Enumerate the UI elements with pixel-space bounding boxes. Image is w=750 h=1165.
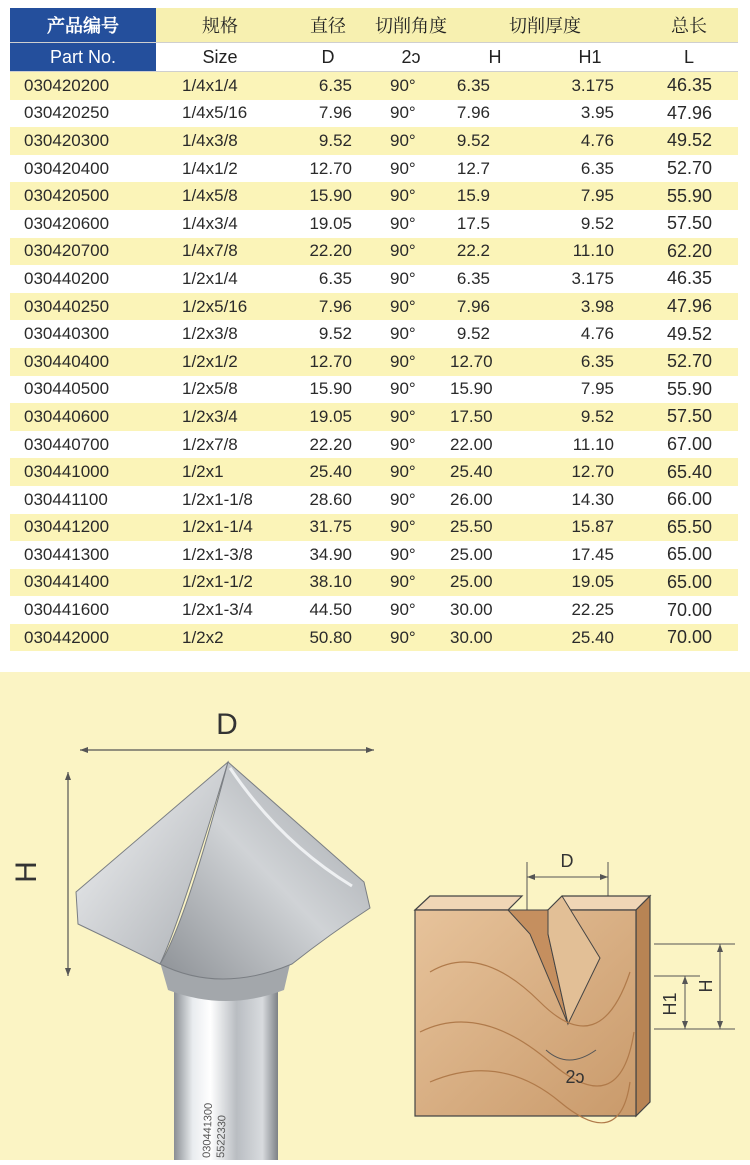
cell-length: 49.52 bbox=[640, 320, 738, 348]
table-row bbox=[10, 403, 738, 431]
cell-diameter: 9.52 bbox=[284, 320, 372, 348]
router-bit-illustration bbox=[10, 708, 374, 1160]
cell-part-no: 030420250 bbox=[10, 100, 156, 128]
cell-h: 9.52 bbox=[450, 320, 540, 348]
cell-length: 62.20 bbox=[640, 238, 738, 266]
cell-h1: 6.35 bbox=[540, 348, 640, 376]
cell-length: 52.70 bbox=[640, 348, 738, 376]
cell-diameter: 28.60 bbox=[284, 486, 372, 514]
cell-diameter: 15.90 bbox=[284, 182, 372, 210]
cell-size: 1/4x7/8 bbox=[156, 238, 284, 266]
groove-h1-arrow-top bbox=[682, 976, 688, 984]
v-groove-diagram bbox=[415, 851, 735, 1123]
cell-part-no: 030420700 bbox=[10, 238, 156, 266]
cell-diameter: 44.50 bbox=[284, 596, 372, 624]
cell-angle: 90° bbox=[372, 403, 450, 431]
cell-angle: 90° bbox=[372, 210, 450, 238]
table-row bbox=[10, 155, 738, 183]
cell-diameter: 12.70 bbox=[284, 155, 372, 183]
header-row-chinese bbox=[10, 8, 738, 43]
cell-angle: 90° bbox=[372, 320, 450, 348]
header-thickness-cn: 切削厚度 bbox=[450, 8, 640, 43]
cell-h1: 4.76 bbox=[540, 320, 640, 348]
cell-size: 1/2x1-3/4 bbox=[156, 596, 284, 624]
groove-h-label: H bbox=[696, 979, 716, 993]
cell-length: 46.35 bbox=[640, 265, 738, 293]
cell-size: 1/2x1-1/2 bbox=[156, 569, 284, 597]
bit-h-label: H bbox=[10, 861, 43, 883]
cell-diameter: 31.75 bbox=[284, 514, 372, 542]
cell-h: 7.96 bbox=[450, 100, 540, 128]
header-size-en: Size bbox=[156, 43, 284, 72]
cell-part-no: 030441000 bbox=[10, 458, 156, 486]
cell-size: 1/2x1 bbox=[156, 458, 284, 486]
cell-part-no: 030440500 bbox=[10, 376, 156, 404]
header-h1-en: H1 bbox=[540, 43, 640, 72]
cell-part-no: 030441300 bbox=[10, 541, 156, 569]
cell-angle: 90° bbox=[372, 624, 450, 652]
cell-size: 1/4x5/8 bbox=[156, 182, 284, 210]
cell-h: 30.00 bbox=[450, 596, 540, 624]
cell-diameter: 22.20 bbox=[284, 431, 372, 459]
cell-diameter: 34.90 bbox=[284, 541, 372, 569]
cell-size: 1/2x1-1/4 bbox=[156, 514, 284, 542]
cell-part-no: 030420300 bbox=[10, 127, 156, 155]
wood-side-face bbox=[636, 896, 650, 1116]
cell-size: 1/2x7/8 bbox=[156, 431, 284, 459]
wood-top-left-face bbox=[415, 896, 522, 910]
table-row bbox=[10, 320, 738, 348]
cell-part-no: 030440200 bbox=[10, 265, 156, 293]
cell-size: 1/4x3/8 bbox=[156, 127, 284, 155]
cell-length: 49.52 bbox=[640, 127, 738, 155]
cell-h: 22.2 bbox=[450, 238, 540, 266]
cell-diameter: 9.52 bbox=[284, 127, 372, 155]
cell-h: 22.00 bbox=[450, 431, 540, 459]
groove-h1-label: H1 bbox=[660, 992, 680, 1016]
cell-length: 55.90 bbox=[640, 182, 738, 210]
cell-part-no: 030440300 bbox=[10, 320, 156, 348]
cell-diameter: 50.80 bbox=[284, 624, 372, 652]
cell-diameter: 12.70 bbox=[284, 348, 372, 376]
header-part-no-cn: 产品编号 bbox=[10, 8, 156, 43]
cell-part-no: 030441400 bbox=[10, 569, 156, 597]
cell-diameter: 38.10 bbox=[284, 569, 372, 597]
table-row bbox=[10, 72, 738, 100]
groove-d-arrow-right bbox=[600, 874, 608, 880]
header-h-en: H bbox=[450, 43, 540, 72]
cell-length: 65.40 bbox=[640, 458, 738, 486]
cell-size: 1/4x1/4 bbox=[156, 72, 284, 100]
cell-length: 65.00 bbox=[640, 569, 738, 597]
table-row bbox=[10, 596, 738, 624]
cell-length: 70.00 bbox=[640, 624, 738, 652]
cell-size: 1/4x5/16 bbox=[156, 100, 284, 128]
groove-d-label: D bbox=[560, 851, 574, 871]
cell-part-no: 030440700 bbox=[10, 431, 156, 459]
cell-angle: 90° bbox=[372, 127, 450, 155]
cell-h: 25.40 bbox=[450, 458, 540, 486]
cell-h1: 4.76 bbox=[540, 127, 640, 155]
cell-h1: 3.175 bbox=[540, 72, 640, 100]
table-row bbox=[10, 569, 738, 597]
table-row bbox=[10, 514, 738, 542]
cell-h: 17.5 bbox=[450, 210, 540, 238]
table-row bbox=[10, 431, 738, 459]
cell-diameter: 6.35 bbox=[284, 265, 372, 293]
header-angle-en: 2ↄ bbox=[372, 43, 450, 72]
cell-diameter: 7.96 bbox=[284, 293, 372, 321]
cell-size: 1/2x1-1/8 bbox=[156, 486, 284, 514]
cell-length: 47.96 bbox=[640, 100, 738, 128]
cell-size: 1/2x2 bbox=[156, 624, 284, 652]
cell-angle: 90° bbox=[372, 596, 450, 624]
cell-h1: 15.87 bbox=[540, 514, 640, 542]
cell-angle: 90° bbox=[372, 431, 450, 459]
cell-h: 12.70 bbox=[450, 348, 540, 376]
cell-length: 65.00 bbox=[640, 541, 738, 569]
bit-h-arrow-top bbox=[65, 772, 71, 780]
table-row bbox=[10, 376, 738, 404]
cell-part-no: 030442000 bbox=[10, 624, 156, 652]
cell-length: 55.90 bbox=[640, 376, 738, 404]
cell-part-no: 030420400 bbox=[10, 155, 156, 183]
cell-length: 47.96 bbox=[640, 293, 738, 321]
table-row bbox=[10, 127, 738, 155]
cell-h: 7.96 bbox=[450, 293, 540, 321]
cell-angle: 90° bbox=[372, 348, 450, 376]
cell-diameter: 25.40 bbox=[284, 458, 372, 486]
cell-h1: 3.98 bbox=[540, 293, 640, 321]
groove-h1-arrow-bottom bbox=[682, 1021, 688, 1029]
cell-length: 57.50 bbox=[640, 210, 738, 238]
cell-h1: 17.45 bbox=[540, 541, 640, 569]
cell-h: 9.52 bbox=[450, 127, 540, 155]
cell-h1: 9.52 bbox=[540, 210, 640, 238]
cell-h1: 3.175 bbox=[540, 265, 640, 293]
cell-size: 1/2x1/4 bbox=[156, 265, 284, 293]
cell-size: 1/4x3/4 bbox=[156, 210, 284, 238]
cell-h1: 7.95 bbox=[540, 376, 640, 404]
header-d-en: D bbox=[284, 43, 372, 72]
table-header bbox=[10, 8, 738, 72]
cell-diameter: 15.90 bbox=[284, 376, 372, 404]
table-row bbox=[10, 541, 738, 569]
cell-angle: 90° bbox=[372, 458, 450, 486]
cell-size: 1/2x3/8 bbox=[156, 320, 284, 348]
cell-angle: 90° bbox=[372, 155, 450, 183]
table-row bbox=[10, 486, 738, 514]
cell-h: 6.35 bbox=[450, 72, 540, 100]
cell-h1: 14.30 bbox=[540, 486, 640, 514]
cell-h: 25.50 bbox=[450, 514, 540, 542]
cell-size: 1/2x3/4 bbox=[156, 403, 284, 431]
cell-length: 67.00 bbox=[640, 431, 738, 459]
cell-h1: 7.95 bbox=[540, 182, 640, 210]
cell-diameter: 7.96 bbox=[284, 100, 372, 128]
bit-d-label: D bbox=[216, 708, 238, 741]
cell-size: 1/2x1-3/8 bbox=[156, 541, 284, 569]
cell-length: 52.70 bbox=[640, 155, 738, 183]
header-row-english bbox=[10, 43, 738, 72]
cell-length: 46.35 bbox=[640, 72, 738, 100]
table-row bbox=[10, 293, 738, 321]
cell-angle: 90° bbox=[372, 293, 450, 321]
cell-h: 30.00 bbox=[450, 624, 540, 652]
cell-angle: 90° bbox=[372, 514, 450, 542]
cell-part-no: 030441100 bbox=[10, 486, 156, 514]
cell-part-no: 030440400 bbox=[10, 348, 156, 376]
table-row bbox=[10, 624, 738, 652]
cell-h: 12.7 bbox=[450, 155, 540, 183]
shank-engraving-2: 5522330 bbox=[215, 1114, 229, 1159]
cell-angle: 90° bbox=[372, 72, 450, 100]
cell-angle: 90° bbox=[372, 265, 450, 293]
groove-h-arrow-top bbox=[717, 944, 723, 952]
table-row bbox=[10, 458, 738, 486]
table-row bbox=[10, 210, 738, 238]
cell-h: 17.50 bbox=[450, 403, 540, 431]
cell-length: 70.00 bbox=[640, 596, 738, 624]
table-row bbox=[10, 348, 738, 376]
diagram-panel bbox=[0, 672, 750, 1160]
cell-angle: 90° bbox=[372, 541, 450, 569]
groove-h-arrow-bottom bbox=[717, 1021, 723, 1029]
cell-size: 1/2x5/8 bbox=[156, 376, 284, 404]
table-row bbox=[10, 182, 738, 210]
cell-h: 26.00 bbox=[450, 486, 540, 514]
header-angle-cn: 切削角度 bbox=[372, 8, 450, 43]
cell-h1: 3.95 bbox=[540, 100, 640, 128]
cell-h1: 9.52 bbox=[540, 403, 640, 431]
cell-size: 1/2x1/2 bbox=[156, 348, 284, 376]
cell-h: 15.90 bbox=[450, 376, 540, 404]
cell-size: 1/4x1/2 bbox=[156, 155, 284, 183]
cell-angle: 90° bbox=[372, 569, 450, 597]
groove-angle-label: 2ↄ bbox=[565, 1067, 585, 1087]
cell-h1: 22.25 bbox=[540, 596, 640, 624]
cell-h1: 11.10 bbox=[540, 238, 640, 266]
spec-table bbox=[10, 8, 738, 651]
cell-h1: 11.10 bbox=[540, 431, 640, 459]
cell-h: 15.9 bbox=[450, 182, 540, 210]
cell-length: 65.50 bbox=[640, 514, 738, 542]
bit-d-arrow-right bbox=[366, 747, 374, 753]
header-length-cn: 总长 bbox=[640, 8, 738, 43]
cell-size: 1/2x5/16 bbox=[156, 293, 284, 321]
header-part-no-en: Part No. bbox=[10, 43, 156, 72]
cell-angle: 90° bbox=[372, 182, 450, 210]
cell-part-no: 030420200 bbox=[10, 72, 156, 100]
cell-part-no: 030441600 bbox=[10, 596, 156, 624]
cell-length: 57.50 bbox=[640, 403, 738, 431]
cell-h1: 6.35 bbox=[540, 155, 640, 183]
cell-part-no: 030420600 bbox=[10, 210, 156, 238]
cell-h: 6.35 bbox=[450, 265, 540, 293]
cell-diameter: 22.20 bbox=[284, 238, 372, 266]
bit-h-arrow-bottom bbox=[65, 968, 71, 976]
cell-diameter: 19.05 bbox=[284, 403, 372, 431]
cell-h1: 25.40 bbox=[540, 624, 640, 652]
cell-h1: 12.70 bbox=[540, 458, 640, 486]
spec-table-container bbox=[10, 8, 738, 651]
cell-angle: 90° bbox=[372, 238, 450, 266]
header-l-en: L bbox=[640, 43, 738, 72]
table-row bbox=[10, 265, 738, 293]
diagram-svg bbox=[0, 672, 750, 1160]
cell-diameter: 6.35 bbox=[284, 72, 372, 100]
table-row bbox=[10, 238, 738, 266]
cell-part-no: 030420500 bbox=[10, 182, 156, 210]
cell-h: 25.00 bbox=[450, 569, 540, 597]
bit-d-arrow-left bbox=[80, 747, 88, 753]
cell-part-no: 030441200 bbox=[10, 514, 156, 542]
cell-h1: 19.05 bbox=[540, 569, 640, 597]
cell-part-no: 030440250 bbox=[10, 293, 156, 321]
cell-angle: 90° bbox=[372, 486, 450, 514]
cell-diameter: 19.05 bbox=[284, 210, 372, 238]
cell-h: 25.00 bbox=[450, 541, 540, 569]
cell-angle: 90° bbox=[372, 376, 450, 404]
shank-engraving-1: 030441300 bbox=[201, 1102, 215, 1159]
table-row bbox=[10, 100, 738, 128]
table-body bbox=[10, 72, 738, 652]
groove-d-arrow-left bbox=[527, 874, 535, 880]
header-diameter-cn: 直径 bbox=[284, 8, 372, 43]
cell-angle: 90° bbox=[372, 100, 450, 128]
cell-part-no: 030440600 bbox=[10, 403, 156, 431]
cell-length: 66.00 bbox=[640, 486, 738, 514]
header-size-cn: 规格 bbox=[156, 8, 284, 43]
